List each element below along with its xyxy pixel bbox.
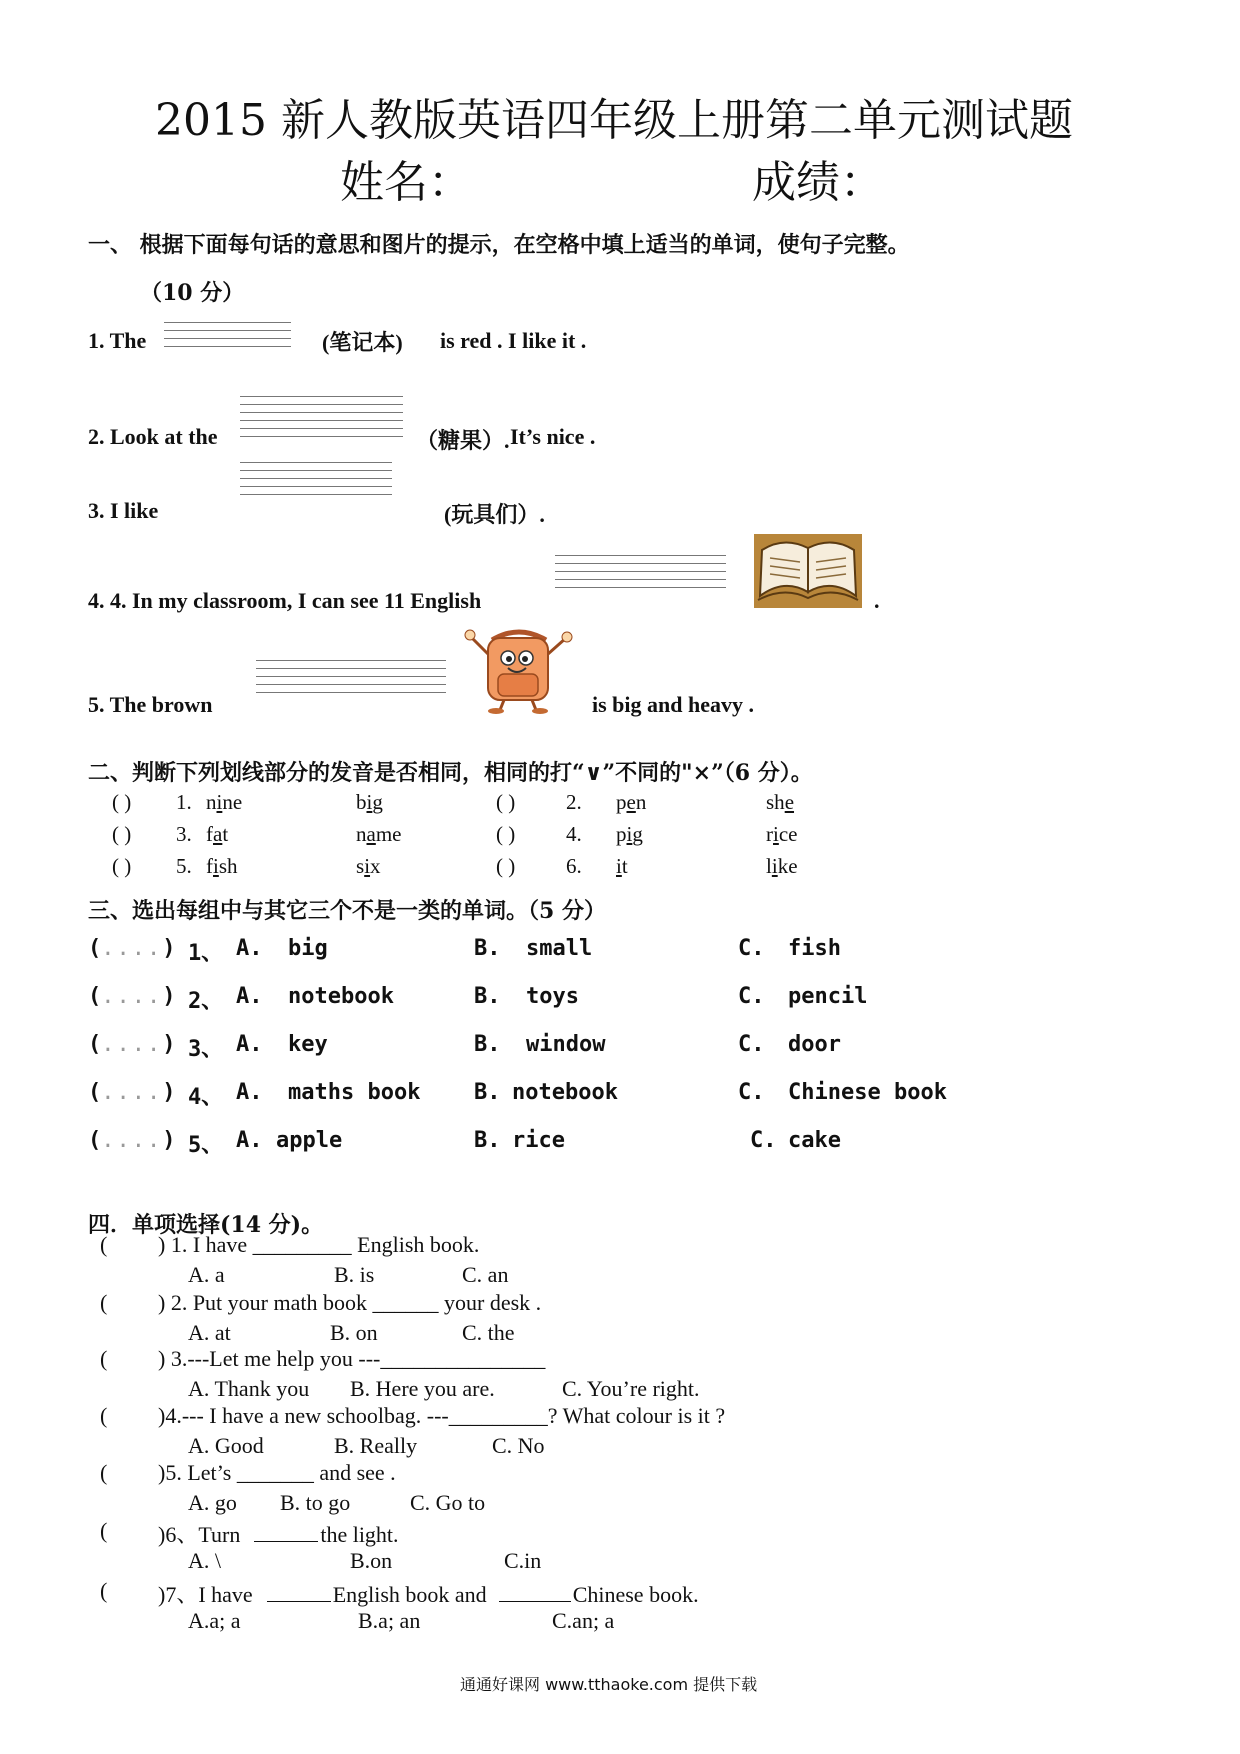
section2-heading: 二、判断下列划线部分的发音是否相同，相同的打“∨”不同的"×”（6 分）。 [88, 760, 813, 786]
option-b-letter: B. [474, 984, 501, 1009]
option-b-letter: B. [474, 1080, 501, 1105]
word-part: f [206, 854, 213, 878]
item-number: 5. [176, 854, 192, 878]
option-a-letter: A. [236, 1128, 263, 1153]
question-stem-end: Chinese book. [572, 1582, 699, 1607]
question-text [158, 1460, 396, 1486]
word-one [206, 822, 356, 847]
option-c-word: Chinese book [788, 1080, 947, 1105]
word-one [616, 790, 766, 815]
question-text [158, 1518, 399, 1549]
question-text [158, 1578, 699, 1609]
option-b-letter: B. [474, 1128, 501, 1153]
word-one [616, 822, 766, 847]
s1-q1-after: is red . I like it . [440, 328, 587, 353]
option-b-word: rice [512, 1128, 565, 1153]
underlined-letter: i [616, 854, 622, 878]
question-stem-continued: the light. [320, 1522, 399, 1547]
option-c[interactable]: C. an [462, 1262, 509, 1287]
word-two [356, 790, 456, 815]
answer-paren[interactable]: (....) [88, 1032, 176, 1057]
word-part: ce [778, 822, 798, 846]
answer-paren[interactable]: (....) [88, 1080, 176, 1105]
word-part: sh [766, 790, 785, 814]
option-a-letter: A. [236, 936, 263, 961]
underlined-letter: a [213, 822, 223, 846]
s1-q3-writing-lines[interactable] [240, 462, 392, 502]
pronunciation-row [112, 790, 456, 815]
option-a-word: notebook [288, 984, 394, 1009]
page-title: 2015 新人教版英语四年级上册第二单元测试题 [155, 95, 1073, 146]
underlined-letter: e [784, 790, 795, 814]
option-a[interactable]: A. a [188, 1262, 225, 1287]
answer-paren[interactable]: ( ) [496, 822, 516, 846]
question-text [158, 1346, 545, 1372]
word-part: p [616, 822, 627, 846]
s1-q1-text: 1. The [88, 328, 147, 353]
word-part: g [632, 822, 643, 846]
pronunciation-row [496, 790, 866, 815]
question-text [158, 1403, 725, 1429]
answer-paren[interactable]: ( ) [496, 790, 516, 814]
option-b[interactable]: B.on [350, 1548, 393, 1573]
underlined-letter: e [626, 790, 636, 814]
option-b-word: toys [526, 984, 579, 1009]
word-part: n [356, 822, 367, 846]
word-one [616, 854, 766, 879]
s1-q2-hint: （糖果）. [416, 428, 510, 453]
option-b[interactable]: B. on [330, 1320, 378, 1345]
word-two [356, 854, 456, 879]
section4-heading: 四．单项选择(14 分)。 [88, 1212, 324, 1238]
word-two [766, 822, 866, 847]
option-c-word: cake [788, 1128, 841, 1153]
s1-q3-text: 3. I like [88, 498, 159, 523]
word-part: r [766, 822, 773, 846]
item-number: 4. [566, 822, 582, 846]
question-stem: ) 3.---Let me help you ---_______________ [158, 1346, 546, 1371]
underlined-letter: i [626, 822, 633, 846]
answer-paren[interactable]: (....) [88, 936, 176, 961]
s1-q4-writing-lines[interactable] [555, 555, 726, 595]
word-part: s [356, 854, 365, 878]
option-b[interactable]: B.a; an [358, 1608, 421, 1633]
option-c-letter: C. [738, 936, 765, 961]
answer-paren[interactable]: ( [100, 1290, 108, 1315]
pronunciation-row [112, 854, 456, 879]
s1-q4-after: . [874, 588, 880, 613]
option-b-word: window [526, 1032, 606, 1057]
word-part: b [356, 790, 367, 814]
s1-q5-after: is big and heavy . [592, 692, 754, 717]
word-part: me [375, 822, 402, 846]
item-number: 2、 [188, 989, 224, 1014]
word-part: f [206, 822, 213, 846]
option-b-word: small [526, 936, 593, 961]
word-part: sh [218, 854, 238, 878]
answer-paren[interactable]: ( [100, 1346, 108, 1371]
option-b-letter: B. [474, 1032, 501, 1057]
option-b[interactable]: B. is [334, 1262, 375, 1287]
s1-q2-after: It’s nice . [510, 424, 596, 449]
item-number: 2. [566, 790, 582, 814]
option-b[interactable]: B. Here you are. [350, 1376, 495, 1401]
question-stem: ) 1. I have _________ English book. [158, 1232, 480, 1257]
word-part: ne [222, 790, 243, 814]
answer-paren[interactable]: ( [100, 1518, 108, 1543]
option-b-word: notebook [512, 1080, 618, 1105]
s1-q1-hint: (笔记本) [322, 330, 403, 355]
option-a-letter: A. [236, 984, 263, 1009]
word-part: t [222, 822, 229, 846]
word-two [766, 854, 866, 879]
answer-paren[interactable]: (....) [88, 1128, 176, 1153]
answer-paren[interactable]: ( [100, 1460, 108, 1485]
word-part: n [635, 790, 647, 814]
option-c[interactable]: C. No [492, 1433, 545, 1458]
item-number: 3、 [188, 1037, 224, 1062]
option-c-letter: C. [750, 1128, 777, 1153]
answer-paren[interactable]: ( [100, 1232, 108, 1257]
option-a[interactable]: A.a; a [188, 1608, 241, 1633]
underlined-letter: a [366, 822, 376, 846]
pronunciation-row [496, 822, 866, 847]
option-c-word: pencil [788, 984, 868, 1009]
underlined-letter: i [366, 790, 373, 814]
option-a[interactable]: A. Good [188, 1433, 264, 1458]
s1-q1-writing-lines[interactable] [164, 322, 291, 354]
score-label: 成绩： [752, 157, 884, 208]
pronunciation-row [496, 854, 866, 879]
option-a-letter: A. [236, 1032, 263, 1057]
word-part: t [621, 854, 628, 878]
item-number: 1、 [188, 941, 224, 966]
option-b-letter: B. [474, 936, 501, 961]
option-c-letter: C. [738, 984, 765, 1009]
word-part: n [206, 790, 217, 814]
answer-paren[interactable]: ( ) [496, 854, 516, 878]
cartoon-schoolbag-picture [462, 626, 576, 714]
answer-paren[interactable]: ( ) [112, 790, 132, 814]
option-c-word: fish [788, 936, 841, 961]
underlined-letter: i [213, 854, 219, 878]
question-text [158, 1232, 479, 1258]
underlined-letter: i [771, 854, 778, 878]
option-c[interactable]: C.in [504, 1548, 542, 1573]
option-c[interactable]: C. You’re right. [562, 1376, 700, 1401]
s1-q3-hint: (玩具们）. [444, 502, 545, 527]
answer-paren[interactable]: ( ) [112, 854, 132, 878]
s1-q2-text: 2. Look at the [88, 424, 218, 449]
option-a[interactable]: A. \ [188, 1548, 221, 1573]
word-two [356, 822, 456, 847]
word-two [766, 790, 866, 815]
item-number: 3. [176, 822, 192, 846]
answer-paren[interactable]: ( [100, 1578, 108, 1603]
option-c[interactable]: C. the [462, 1320, 515, 1345]
option-c-letter: C. [738, 1032, 765, 1057]
option-a[interactable]: A. go [188, 1490, 237, 1515]
underlined-letter: i [773, 822, 779, 846]
answer-blank[interactable] [499, 1601, 571, 1602]
option-c-word: door [788, 1032, 841, 1057]
option-a-word: key [288, 1032, 328, 1057]
question-stem-continued: English book and [332, 1582, 487, 1607]
s1-q5-text: 5. The brown [88, 692, 213, 717]
option-c[interactable]: C. Go to [410, 1490, 486, 1515]
open-book-picture [754, 534, 862, 608]
s1-q4-text: 4. 4. In my classroom, I can see 11 English [88, 588, 482, 613]
underlined-letter: i [216, 790, 223, 814]
footer-text: 通通好课网 www.tthaoke.com 提供下载 [460, 1675, 758, 1694]
name-label: 姓名： [340, 157, 472, 208]
word-part: l [766, 854, 772, 878]
option-a-word: big [288, 936, 328, 961]
option-c-letter: C. [738, 1080, 765, 1105]
s1-q2-writing-lines[interactable] [240, 396, 403, 444]
item-number: 5、 [188, 1133, 224, 1158]
option-b[interactable]: B. to go [280, 1490, 351, 1515]
word-part: ke [777, 854, 798, 878]
item-number: 4、 [188, 1085, 224, 1110]
answer-blank[interactable] [254, 1541, 318, 1542]
word-part: p [616, 790, 627, 814]
answer-paren[interactable]: (....) [88, 984, 176, 1009]
item-number: 1. [176, 790, 192, 814]
underlined-letter: i [364, 854, 371, 878]
answer-paren[interactable]: ( ) [112, 822, 132, 846]
answer-paren[interactable]: ( [100, 1403, 108, 1428]
question-text [158, 1290, 541, 1316]
option-a[interactable]: A. at [188, 1320, 231, 1345]
option-a[interactable]: A. Thank you [188, 1376, 310, 1401]
item-number: 6. [566, 854, 582, 878]
question-stem: )4.--- I have a new schoolbag. ---_________? What colour is it ? [158, 1403, 726, 1428]
section3-heading: 三、选出每组中与其它三个不是一类的单词。（5 分） [88, 898, 606, 924]
section1-heading: 一、 根据下面每句话的意思和图片的提示，在空格中填上适当的单词，使句子完整。 [88, 232, 910, 258]
option-a-word: apple [276, 1128, 343, 1153]
question-stem: )5. Let’s _______ and see . [158, 1460, 396, 1485]
word-one [206, 854, 356, 879]
word-part: g [372, 790, 383, 814]
option-a-word: maths book [288, 1080, 421, 1105]
word-one [206, 790, 356, 815]
option-b[interactable]: B. Really [334, 1433, 418, 1458]
pronunciation-row [112, 822, 456, 847]
word-part: x [370, 854, 381, 878]
option-a-letter: A. [236, 1080, 263, 1105]
option-c[interactable]: C.an; a [552, 1608, 615, 1633]
question-stem: )6、Turn [158, 1522, 241, 1547]
question-stem: ) 2. Put your math book ______ your desk . [158, 1290, 542, 1315]
section1-points: （10 分） [140, 280, 245, 306]
s1-q5-writing-lines[interactable] [256, 660, 446, 700]
question-stem: )7、I have [158, 1582, 253, 1607]
answer-blank[interactable] [267, 1601, 331, 1602]
